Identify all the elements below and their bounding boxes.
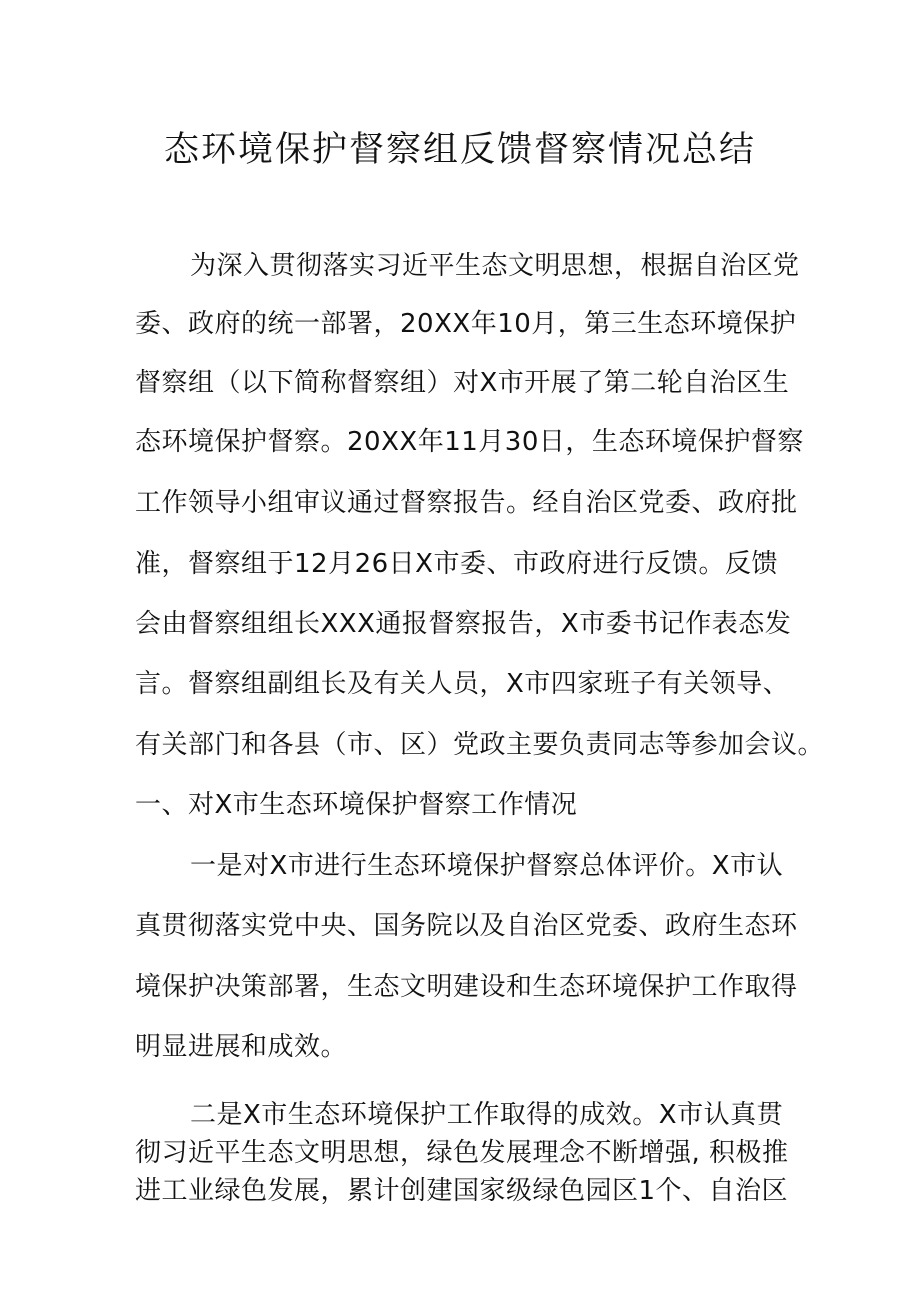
paragraph-line: 准，督察组于12月26日X市委、市政府进行反馈。反馈 [135,549,778,579]
paragraph-line: 委、政府的统一部署，20XX年10月，第三生态环境保护 [135,309,797,339]
paragraph-line: 进工业绿色发展，累计创建国家级绿色园区1个、自治区 [135,1176,789,1206]
paragraph-line: 为深入贯彻落实习近平生态文明思想，根据自治区党 [190,251,800,281]
document-title: 态环境保护督察组反馈督察情况总结 [163,130,756,170]
paragraph-line: 言。督察组副组长及有关人员，X市四家班子有关领导、 [135,669,790,699]
paragraph-line: 督察组（以下简称督察组）对X市开展了第二轮自治区生 [135,368,790,398]
paragraph-line: 有关部门和各县（市、区）党政主要负责同志等参加会议。 [135,730,825,760]
paragraph-line: 态环境保护督察。20XX年11月30日，生态环境保护督察 [135,427,804,457]
paragraph-line: 境保护决策部署，生态文明建设和生态环境保护工作取得 [135,972,798,1002]
paragraph-line: 工作领导小组审议通过督察报告。经自治区党委、政府批 [135,488,798,518]
paragraph-line: 一是对X市进行生态环境保护督察总体评价。X市认 [190,851,784,881]
paragraph-line: 真贯彻落实党中央、国务院以及自治区党委、政府生态环 [135,911,798,941]
paragraph-line: 彻习近平生态文明思想，绿色发展理念不断增强, 积极推 [135,1138,789,1168]
paragraph-line: 二是X市生态环境保护工作取得的成效。X市认真贯 [190,1100,784,1130]
paragraph-line: 明显进展和成效。 [135,1032,348,1062]
section-heading: 一、对X市生态环境保护督察工作情况 [135,790,578,820]
paragraph-line: 会由督察组组长XXX通报督察报告，X市委书记作表态发 [135,609,792,639]
